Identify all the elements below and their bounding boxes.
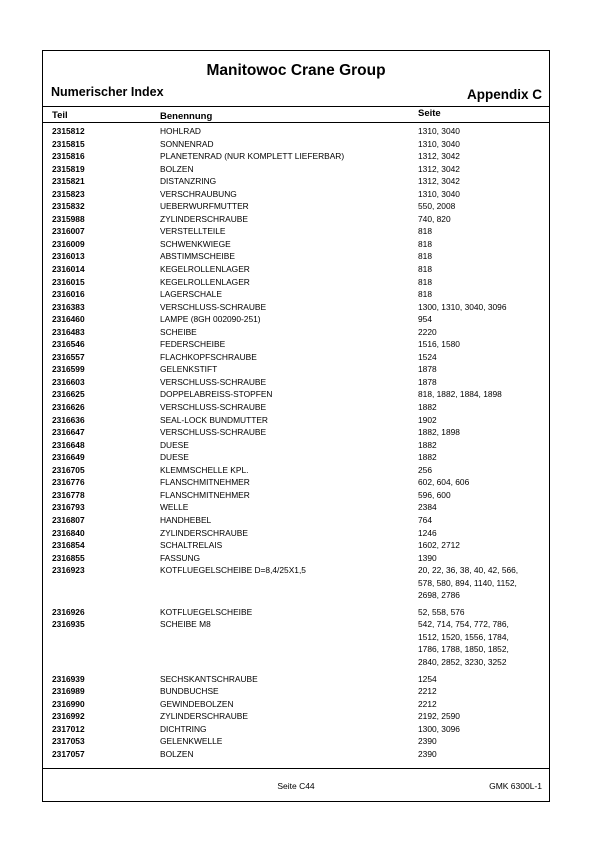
part-name: BOLZEN [160,748,194,759]
part-number: 2316009 [52,238,85,249]
part-number: 2316989 [52,686,85,697]
page-references [418,288,548,301]
page-references [418,414,548,427]
page-reference-line: 1882 [418,452,437,463]
part-name: ZYLINDERSCHRAUBE [160,527,248,538]
table-row [43,748,549,761]
page-reference-line: 1312, 3042 [418,176,460,187]
page-reference-line: 1902 [418,414,437,425]
part-number: 2316546 [52,339,85,350]
table-row [43,476,549,489]
part-name: FLACHKOPFSCHRAUBE [160,351,257,362]
page-reference-line: 2192, 2590 [418,711,460,722]
part-number: 2316935 [52,619,85,630]
table-row [43,238,549,251]
table-row [43,376,549,389]
part-number: 2317053 [52,736,85,747]
page-reference-line: 2390 [418,736,437,747]
table-row [43,723,549,736]
page-reference-line: 1602, 2712 [418,540,460,551]
page-references [418,163,548,176]
part-name: DOPPELABREISS-STOPFEN [160,389,273,400]
table-row [43,225,549,238]
page-reference-line: 818 [418,264,432,275]
header-rule-top [43,106,549,107]
part-number: 2316840 [52,527,85,538]
parts-table [43,125,549,760]
table-row [43,163,549,176]
table-row [43,489,549,502]
table-row [43,213,549,226]
page-references [418,238,548,251]
part-number: 2316599 [52,364,85,375]
footer-page-number: Seite C44 [277,781,315,791]
part-name: DUESE [160,439,189,450]
page-references [418,748,548,761]
page-references [418,313,548,326]
page-references [418,685,548,698]
page-reference-line: 1312, 3042 [418,151,460,162]
part-name: SCHWENKWIEGE [160,238,231,249]
page-references [418,326,548,339]
footer-rule [43,768,549,769]
page-references [418,125,548,138]
part-name: SONNENRAD [160,138,214,149]
part-name: SCHALTRELAIS [160,540,223,551]
page-reference-line: 2384 [418,502,437,513]
page-reference-line: 818, 1882, 1884, 1898 [418,389,502,400]
table-row [43,552,549,565]
page-references [418,723,548,736]
part-number: 2316776 [52,477,85,488]
table-row [43,606,549,619]
table-row [43,539,549,552]
column-header-page: Seite [418,108,441,119]
part-number: 2315815 [52,138,85,149]
part-number: 2315821 [52,176,85,187]
part-name: KOTFLUEGELSCHEIBE [160,606,253,617]
page-reference-line: 2212 [418,698,437,709]
part-number: 2316807 [52,514,85,525]
page-reference-line: 1390 [418,552,437,563]
page-references [418,351,548,364]
table-row [43,388,549,401]
page-reference-line: 578, 580, 894, 1140, 1152, [418,577,517,588]
part-name: KEGELROLLENLAGER [160,276,250,287]
footer-document-id: GMK 6300L-1 [489,781,542,791]
part-name: HOHLRAD [160,126,201,136]
part-number: 2316636 [52,414,85,425]
part-name: SCHEIBE M8 [160,619,211,630]
page-reference-line: 256 [418,464,432,475]
table-row [43,451,549,464]
page-reference-line: 550, 2008 [418,201,456,212]
part-number: 2316648 [52,439,85,450]
part-number: 2316854 [52,540,85,551]
part-number: 2316926 [52,606,85,617]
table-row [43,188,549,201]
table-row [43,564,549,602]
page-reference-line: 2390 [418,748,437,759]
part-name: KEGELROLLENLAGER [160,264,250,275]
table-row [43,338,549,351]
part-number: 2315988 [52,213,85,224]
page-reference-line: 818 [418,289,432,300]
page-reference-line: 542, 714, 754, 772, 786, [418,619,509,630]
page-reference-line: 1246 [418,527,437,538]
page-reference-line: 2212 [418,686,437,697]
part-number: 2315816 [52,151,85,162]
part-name: SCHEIBE [160,326,197,337]
page-reference-line: 1254 [418,673,437,684]
page-references [418,606,548,619]
table-row [43,313,549,326]
part-number: 2316647 [52,427,85,438]
part-name: VERSTELLTEILE [160,226,226,237]
part-name: DICHTRING [160,723,207,734]
table-row [43,710,549,723]
page-reference-line: 1882 [418,439,437,450]
table-row [43,527,549,540]
part-name: BUNDBUCHSE [160,686,219,697]
page-reference-line: 954 [418,314,432,325]
table-row [43,263,549,276]
page-references [418,338,548,351]
part-number: 2316483 [52,326,85,337]
page-reference-line: 818 [418,226,432,237]
part-name: DISTANZRING [160,176,217,187]
part-number: 2316625 [52,389,85,400]
index-subtitle: Numerischer Index [51,85,164,99]
part-number: 2316778 [52,489,85,500]
table-row [43,439,549,452]
part-number: 2316705 [52,464,85,475]
part-number: 2316923 [52,565,85,576]
page-reference-line: 1524 [418,351,437,362]
table-row [43,698,549,711]
page-references [418,301,548,314]
page-reference-line: 2220 [418,326,437,337]
table-row [43,464,549,477]
page-reference-line: 1516, 1580 [418,339,460,350]
part-name: VERSCHLUSS-SCHRAUBE [160,427,267,438]
page-references [418,250,548,263]
part-number: 2316383 [52,301,85,312]
part-name: VERSCHLUSS-SCHRAUBE [160,402,267,413]
table-row [43,673,549,686]
table-row [43,138,549,151]
part-name: FASSUNG [160,552,201,563]
page-references [418,501,548,514]
page-reference-line: 1312, 3042 [418,163,460,174]
part-name: HANDHEBEL [160,514,212,525]
table-row [43,288,549,301]
part-name: KOTFLUEGELSCHEIBE D=8,4/25X1,5 [160,565,306,576]
page-references [418,150,548,163]
column-header-name: Benennung [160,111,213,122]
part-number: 2316793 [52,502,85,513]
page-reference-line: 2840, 2852, 3230, 3252 [418,656,507,667]
page-reference-line: 818 [418,238,432,249]
part-name: FLANSCHMITNEHMER [160,477,250,488]
page-references [418,388,548,401]
part-name: VERSCHLUSS-SCHRAUBE [160,301,267,312]
page-references [418,673,548,686]
part-number: 2316014 [52,264,85,275]
part-number: 2316016 [52,289,85,300]
table-row [43,326,549,339]
table-row [43,501,549,514]
page-reference-line: 602, 604, 606 [418,477,470,488]
part-number: 2315823 [52,188,85,199]
part-name: GELENKSTIFT [160,364,218,375]
part-name: ZYLINDERSCHRAUBE [160,213,248,224]
part-name: LAMPE (8GH 002090-251) [160,314,261,325]
page-reference-line: 1310, 3040 [418,138,460,149]
table-row [43,426,549,439]
part-number: 2315812 [52,126,85,136]
page-references [418,451,548,464]
part-name: BOLZEN [160,163,194,174]
page-frame [42,50,550,802]
part-number: 2316992 [52,711,85,722]
page-reference-line: 2698, 2786 [418,590,460,601]
page-references [418,552,548,565]
page-reference-line: 1300, 3096 [418,723,460,734]
table-row [43,618,549,668]
part-number: 2315819 [52,163,85,174]
part-number: 2317012 [52,723,85,734]
table-row [43,401,549,414]
part-name: WELLE [160,502,189,513]
page-reference-line: 1300, 1310, 3040, 3096 [418,301,507,312]
page-references [418,564,548,602]
page-references [418,698,548,711]
page-reference-line: 52, 558, 576 [418,606,465,617]
table-row [43,685,549,698]
part-name: GEWINDEBOLZEN [160,698,234,709]
table-row [43,363,549,376]
table-row [43,414,549,427]
part-number: 2316013 [52,251,85,262]
part-number: 2316015 [52,276,85,287]
part-name: FEDERSCHEIBE [160,339,226,350]
page-reference-line: 1512, 1520, 1556, 1784, [418,631,509,642]
part-name: PLANETENRAD (NUR KOMPLETT LIEFERBAR) [160,151,345,162]
page-references [418,527,548,540]
page-references [418,200,548,213]
page-reference-line: 1786, 1788, 1850, 1852, [418,644,509,655]
part-number: 2316603 [52,376,85,387]
part-name: DUESE [160,452,189,463]
part-name: GELENKWELLE [160,736,223,747]
part-name: VERSCHRAUBUNG [160,188,237,199]
page-references [418,476,548,489]
page-reference-line: 740, 820 [418,213,451,224]
page-reference-line: 818 [418,276,432,287]
page-references [418,514,548,527]
part-name: SECHSKANTSCHRAUBE [160,673,258,684]
part-number: 2316990 [52,698,85,709]
part-name: KLEMMSCHELLE KPL. [160,464,249,475]
part-number: 2316557 [52,351,85,362]
page-references [418,276,548,289]
page-reference-line: 1878 [418,376,437,387]
page-references [418,710,548,723]
page-references [418,439,548,452]
page-references [418,426,548,439]
page-references [418,618,548,668]
part-number: 2317057 [52,748,85,759]
table-row [43,175,549,188]
page-references [418,363,548,376]
page-references [418,464,548,477]
table-row [43,125,549,138]
page-reference-line: 1310, 3040 [418,188,460,199]
part-name: FLANSCHMITNEHMER [160,489,250,500]
page-references [418,539,548,552]
table-row [43,250,549,263]
table-row [43,301,549,314]
page-references [418,489,548,502]
page-references [418,175,548,188]
part-name: ZYLINDERSCHRAUBE [160,711,248,722]
page-title: Manitowoc Crane Group [206,62,386,79]
page-references [418,225,548,238]
page-references [418,376,548,389]
part-name: VERSCHLUSS-SCHRAUBE [160,376,267,387]
page-reference-line: 596, 600 [418,489,451,500]
part-name: SEAL-LOCK BUNDMUTTER [160,414,268,425]
part-number: 2315832 [52,201,85,212]
part-number: 2316626 [52,402,85,413]
column-header-part: Teil [52,110,68,121]
part-number: 2316007 [52,226,85,237]
page-references [418,401,548,414]
table-row [43,351,549,364]
page-reference-line: 1878 [418,364,437,375]
table-row [43,735,549,748]
page-reference-line: 1882, 1898 [418,427,460,438]
page-references [418,138,548,151]
page-references [418,213,548,226]
page-references [418,263,548,276]
appendix-label: Appendix C [466,87,542,102]
part-number: 2316460 [52,314,85,325]
page-reference-line: 1310, 3040 [418,126,460,136]
part-number: 2316649 [52,452,85,463]
part-number: 2316939 [52,673,85,684]
table-row [43,150,549,163]
page-reference-line: 764 [418,514,432,525]
header-rule-bottom [43,122,549,123]
part-number: 2316855 [52,552,85,563]
page-reference-line: 1882 [418,402,437,413]
table-row [43,200,549,213]
page-reference-line: 20, 22, 36, 38, 40, 42, 566, [418,565,519,576]
table-row [43,276,549,289]
page-references [418,735,548,748]
part-name: UEBERWURFMUTTER [160,201,249,212]
page-references [418,188,548,201]
part-name: LAGERSCHALE [160,289,222,300]
part-name: ABSTIMMSCHEIBE [160,251,235,262]
table-row [43,514,549,527]
page-reference-line: 818 [418,251,432,262]
